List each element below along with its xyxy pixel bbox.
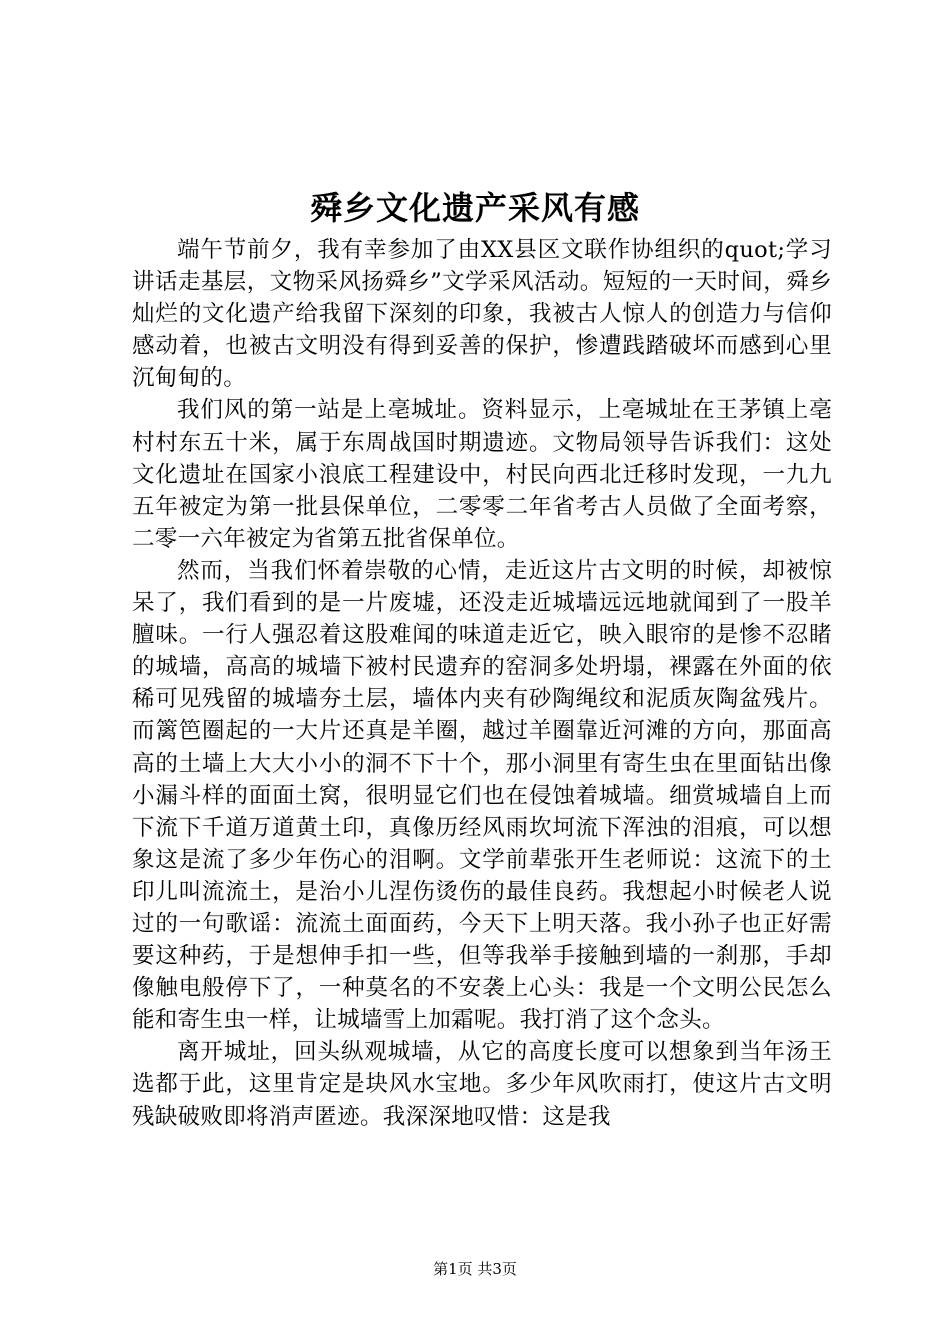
document-body: [132, 234, 832, 1133]
document-title: 舜乡文化遗产采风有感: [309, 189, 640, 227]
paragraph-4: 离开城址，回头纵观城墙，从它的高度长度可以想象到当年汤王选都于此，这里肯定是块风水宝地。多少年风吹雨打，使这片古文明残缺破败即将消声匿迹。我深深地叹惜：这是我: [132, 1039, 832, 1130]
page-number-footer: 第1页 共3页: [433, 1260, 517, 1278]
paragraph-1: 端午节前夕，我有幸参加了由XX县区文联作协组织的quot;学习讲话走基层，文物采风扬舜乡”文学采风活动。短短的一天时间，舜乡灿烂的文化遗产给我留下深刻的印象，我被古人惊人的创造力与信仰感动着，也被古文明没有得到妥善的保护，惨遭践踏破坏而感到心里沉甸甸的。: [132, 237, 832, 392]
paragraph-3: 然而，当我们怀着崇敬的心情，走近这片古文明的时候，却被惊呆了，我们看到的是一片废墟，还没走近城墙远远地就闻到了一股羊膻味。一行人强忍着这股难闻的味道走近它，映入眼帘的是惨不忍睹的城墙，高高的城墙下被村民遗弃的窑洞多处坍塌，裸露在外面的依稀可见残留的城墙夯土层，墙体内夹有砂陶绳纹和泥质灰陶盆残片。而篱笆圈起的一大片还真是羊圈，越过羊圈靠近河滩的方向，那面高高的土墙上大大小小的洞不下十个，那小洞里有寄生虫在里面钻出像小漏斗样的面面土窝，很明显它们也在侵蚀着城墙。细赏城墙自上而下流下千道万道黄土印，真像历经风雨坎坷流下浑浊的泪痕，可以想象这是流了多少年伤心的泪啊。文学前辈张开生老师说：这流下的土印儿叫流流土，是治小儿涅伤烫伤的最佳良药。我想起小时候老人说过的一句歌谣：流流土面面药，今天下上明天落。我小孙子也正好需要这种药，于是想伸手扣一些，但等我举手接触到墙的一刹那，手却像触电般停下了，一种莫名的不安袭上心头：我是一个文明公民怎么能和寄生虫一样，让城墙雪上加霜呢。我打消了这个念头。: [132, 557, 832, 1034]
paragraph-2: 我们风的第一站是上亳城址。资料显示，上亳城址在王茅镇上亳村村东五十米，属于东周战国时期遗迹。文物局领导告诉我们：这处文化遗址在国家小浪底工程建设中，村民向西北迁移时发现，一九九五年被定为第一批县保单位，二零零二年省考古人员做了全面考察，二零一六年被定为省第五批省保单位。: [132, 397, 832, 552]
